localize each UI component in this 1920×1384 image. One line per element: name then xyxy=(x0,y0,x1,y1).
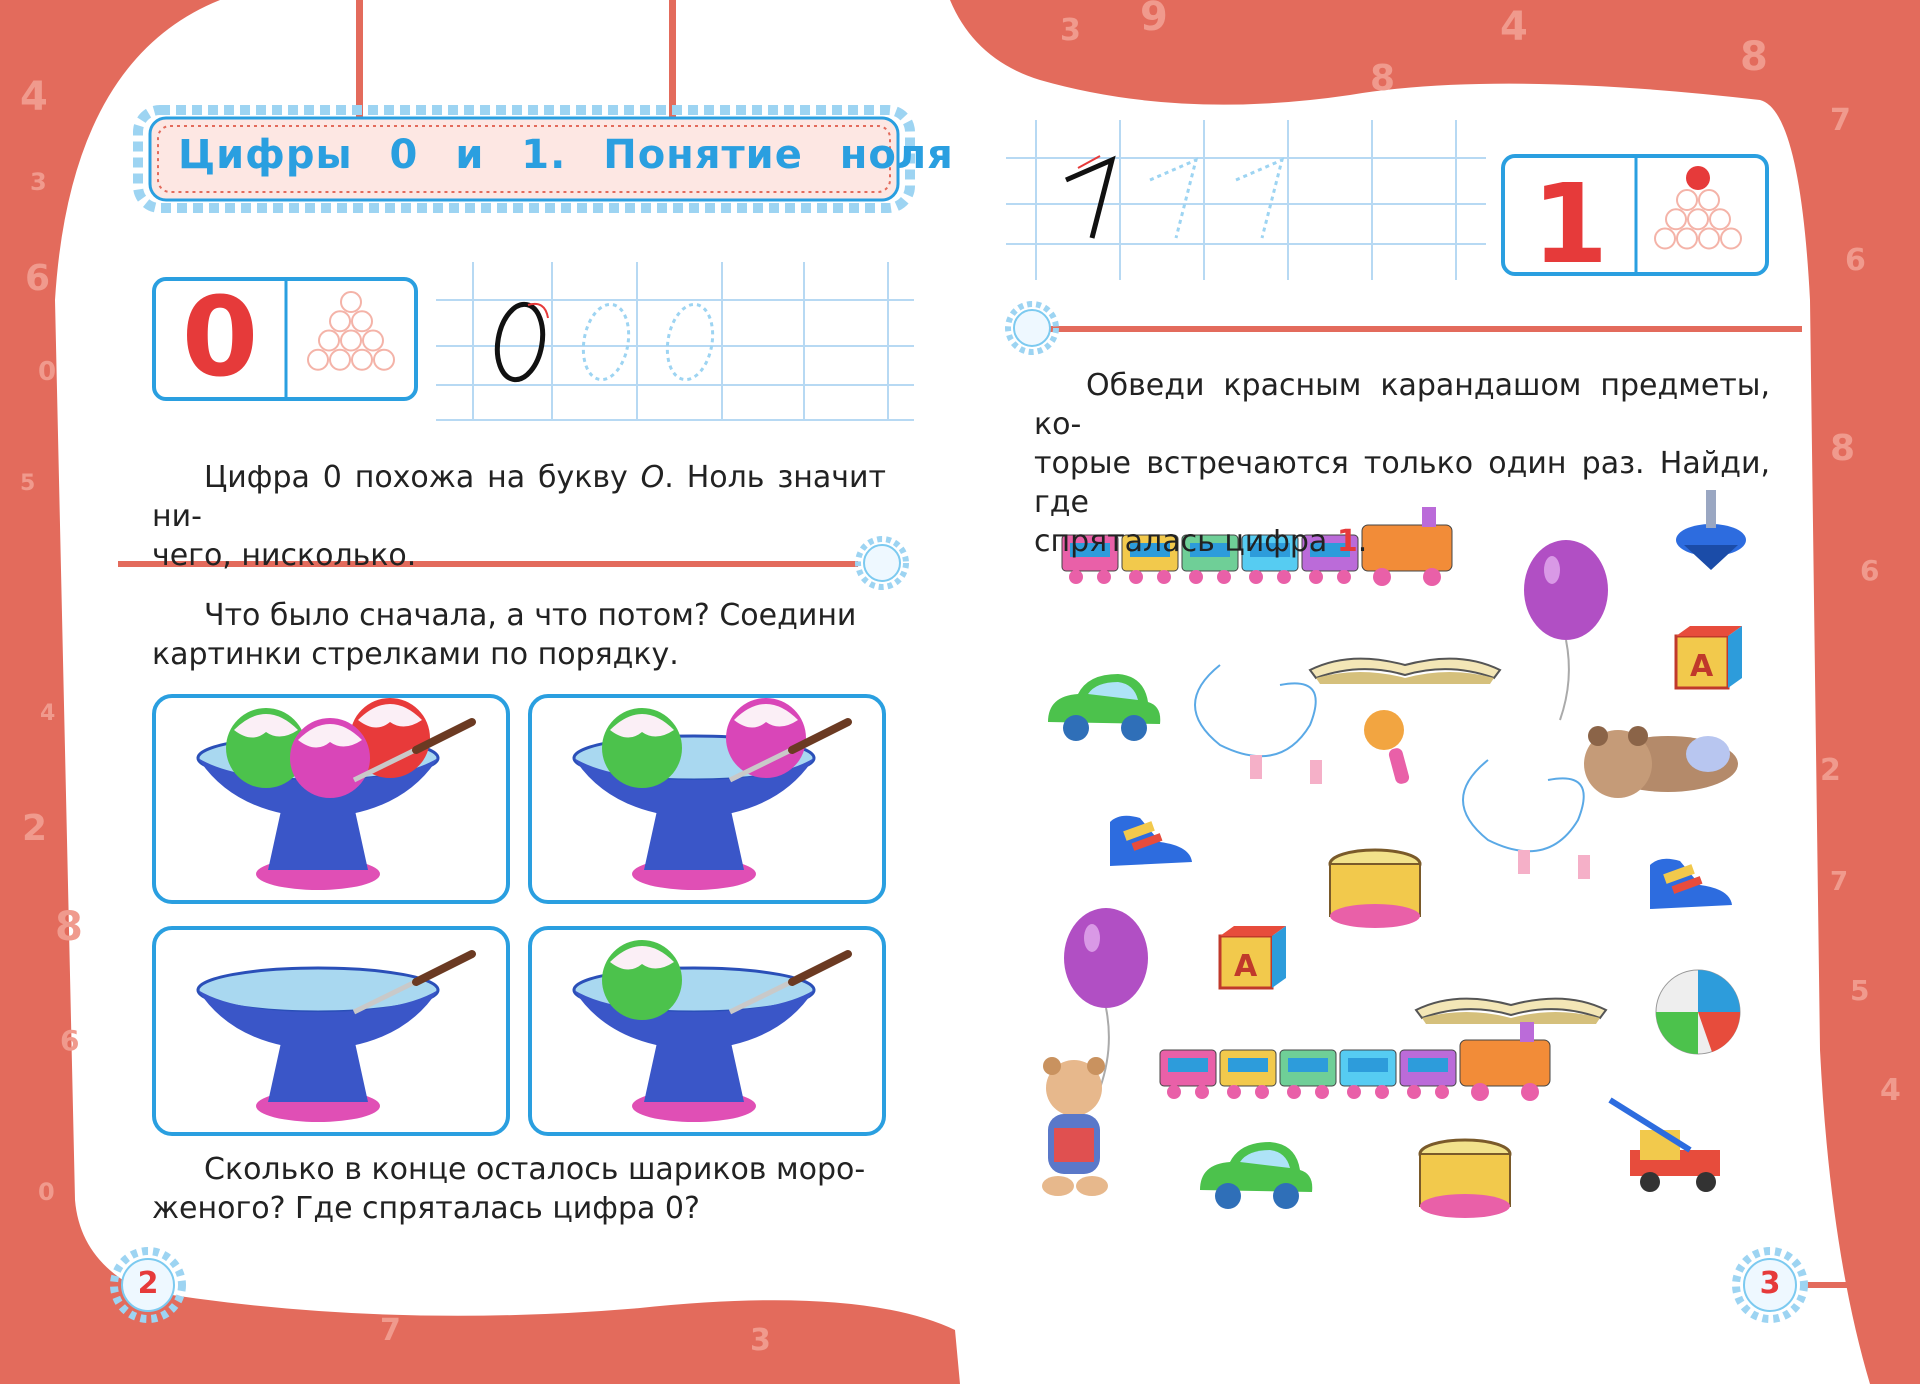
balloon-toy[interactable] xyxy=(1524,540,1608,720)
digit-zero-card xyxy=(154,273,416,401)
sequence-task-line-2: картинки стрелками по порядку. xyxy=(152,637,679,672)
svg-text:4: 4 xyxy=(1500,4,1528,50)
ice-cream-panel[interactable] xyxy=(154,696,508,902)
svg-text:7: 7 xyxy=(1830,103,1851,138)
toy-crane-truck-toy[interactable] xyxy=(1610,1100,1720,1192)
sequence-task xyxy=(152,596,886,674)
toy-car-toy[interactable] xyxy=(1048,674,1160,741)
svg-text:4: 4 xyxy=(1880,1073,1901,1108)
zero-description-line-1: Цифра 0 похожа на букву xyxy=(204,460,641,495)
sneaker-toy[interactable] xyxy=(1110,816,1192,866)
page-title: Цифры 0 и 1. Понятие ноля xyxy=(178,132,954,178)
sequence-task-line-1: Что было сначала, а что потом? Соедини xyxy=(204,598,857,633)
zero-description xyxy=(152,458,886,575)
beach-ball-toy[interactable] xyxy=(1656,970,1740,1054)
gear-ornament-right xyxy=(1008,304,1056,352)
ice-cream-panel[interactable] xyxy=(530,696,884,902)
toys-task xyxy=(1034,366,1770,561)
teddy-bear-standing-toy[interactable] xyxy=(1042,1057,1108,1196)
svg-text:0: 0 xyxy=(181,273,259,401)
svg-text:7: 7 xyxy=(1830,867,1849,897)
sneaker-toy[interactable] xyxy=(1650,859,1732,909)
toys-task-line-1: Обведи красным карандашом предметы, ко- xyxy=(1034,368,1770,442)
svg-text:A: A xyxy=(1690,649,1714,684)
svg-text:4: 4 xyxy=(40,701,56,726)
counting-question-line-1: Сколько в конце осталось шариков моро- xyxy=(204,1152,866,1187)
counting-question-line-2: женого? Где спряталась цифра 0? xyxy=(152,1191,700,1226)
svg-text:6: 6 xyxy=(60,1024,80,1057)
jump-rope-toy[interactable] xyxy=(1463,760,1590,879)
alphabet-block-toy[interactable] xyxy=(1676,626,1742,688)
svg-text:0: 0 xyxy=(38,1178,55,1206)
counting-question xyxy=(152,1150,886,1228)
svg-text:1: 1 xyxy=(1531,160,1609,288)
book-toy[interactable] xyxy=(1310,659,1500,684)
svg-text:5: 5 xyxy=(20,471,36,496)
toy-car-toy[interactable] xyxy=(1200,1142,1312,1209)
train-toy[interactable] xyxy=(1160,1022,1550,1101)
svg-text:8: 8 xyxy=(1370,58,1396,99)
svg-text:9: 9 xyxy=(1140,0,1168,40)
toys-task-line-3-end: . xyxy=(1357,524,1368,559)
page-number-left: 2 xyxy=(137,1266,159,1301)
zero-description-line-1-end: . Ноль значит ни- xyxy=(152,460,886,534)
book-toy[interactable] xyxy=(1416,999,1606,1024)
svg-text:5: 5 xyxy=(1850,974,1870,1007)
svg-text:6: 6 xyxy=(1860,554,1880,587)
zero-writing-grid xyxy=(436,262,914,420)
alphabet-block-toy[interactable] xyxy=(1220,926,1286,988)
svg-text:7: 7 xyxy=(380,1313,401,1348)
svg-text:8: 8 xyxy=(1740,34,1768,80)
ice-cream-panel[interactable] xyxy=(530,928,884,1134)
page-number-right: 3 xyxy=(1759,1266,1781,1301)
svg-text:3: 3 xyxy=(1060,13,1081,48)
teddy-bear-lying-toy[interactable] xyxy=(1584,726,1738,798)
svg-text:3: 3 xyxy=(30,168,47,196)
svg-text:3: 3 xyxy=(750,1323,771,1358)
drum-toy[interactable] xyxy=(1330,850,1420,928)
svg-text:6: 6 xyxy=(25,258,51,299)
digit-one-card xyxy=(1503,156,1767,288)
ice-cream-panel[interactable] xyxy=(154,928,508,1134)
rattle-toy[interactable] xyxy=(1364,710,1410,785)
toys-task-line-3: спряталась цифра xyxy=(1034,524,1337,559)
drum-toy[interactable] xyxy=(1420,1140,1510,1218)
svg-text:8: 8 xyxy=(55,904,83,950)
one-writing-grid xyxy=(1006,120,1486,280)
hidden-digit-one: 1 xyxy=(1336,524,1358,559)
letter-o: О xyxy=(640,460,665,495)
svg-text:A: A xyxy=(1234,949,1258,984)
svg-text:2: 2 xyxy=(1820,753,1841,788)
svg-text:0: 0 xyxy=(38,357,57,387)
zero-description-line-2: чего, нисколько. xyxy=(152,538,417,573)
jump-rope-toy[interactable] xyxy=(1195,665,1322,784)
svg-text:2: 2 xyxy=(22,808,48,849)
svg-text:4: 4 xyxy=(20,74,48,120)
svg-text:8: 8 xyxy=(1830,428,1856,469)
svg-text:6: 6 xyxy=(1845,243,1866,278)
toys-task-line-2: торые встречаются только один раз. Найди, где xyxy=(1034,446,1770,520)
